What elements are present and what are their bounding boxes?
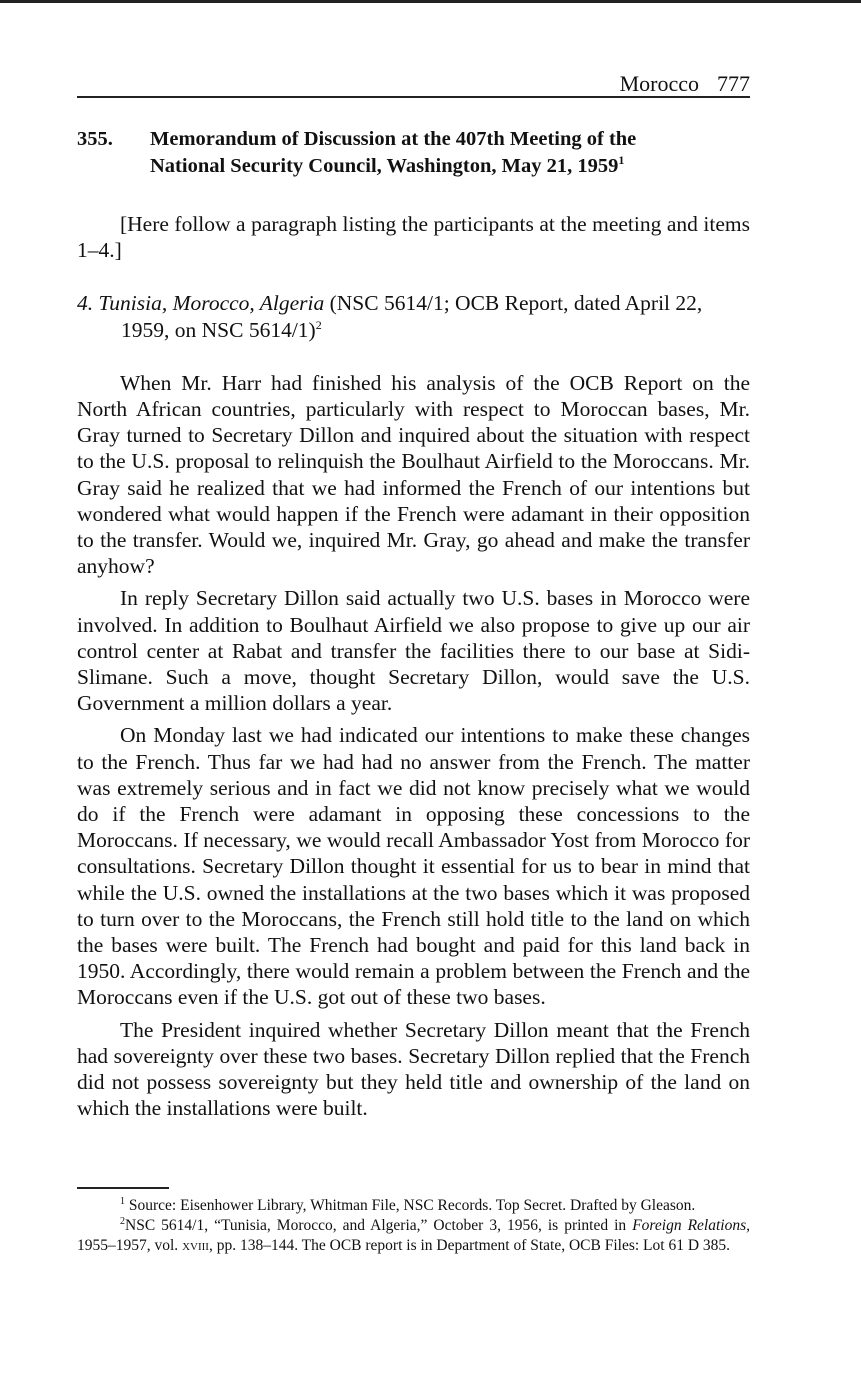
footnote-2-marker: 2 bbox=[120, 1215, 125, 1227]
running-head-section: Morocco bbox=[619, 71, 699, 96]
intro-paragraph: [Here follow a paragraph listing the participants at the meeting and items 1–4.] bbox=[77, 212, 750, 263]
paragraph-1: When Mr. Harr had finished his analysis of the OCB Report on the North African countries, particularly with respect to Moroccan bases, Mr. Gray turned to Secretary Dillon and inquired about the situation with respect to the U.S. proposal to relinquish the Boulhaut Airfield to the Moroccans. Mr. Gray said he realized that we had informed the French of our intentions but wondered what would happen if the French were adamant in their opposition to the transfer. Would we, inquired Mr. Gray, go ahead and make the transfer anyhow? bbox=[77, 370, 750, 579]
document-title-line-1: Memorandum of Discussion at the 407th Meeting of the bbox=[150, 128, 637, 150]
agenda-item-reference: (NSC 5614/1; OCB Report, dated April 22, 1959, on NSC 5614/1) bbox=[121, 291, 703, 342]
paragraph-3: On Monday last we had indicated our intentions to make these changes to the French. Thus far we had had no answer from the French. The matter was extremely serious and in fact we did not know precisely what we would do if the French were adamant in opposing these concessions to the Moroccans. If necessary, we would recall Ambassador Yost from Morocco for consultations. Secretary Dillon thought it essential for us to bear in mind that while the U.S. owned the installations at the two bases which it was proposed to turn over to the Moroccans, the French still hold title to the land on which the bases were built. The French had bought and paid for this land back in 1950. Accordingly, there would remain a problem between the French and the Moroccans even if the U.S. got out of these two bases. bbox=[77, 723, 750, 1010]
footnote-2 bbox=[77, 1216, 750, 1256]
top-edge-rule bbox=[0, 0, 861, 3]
paragraph-2: In reply Secretary Dillon said actually two U.S. bases in Morocco were involved. In addition to Boulhaut Airfield we also propose to give up our air control center at Rabat and transfer the facilities there to our base at Sidi-Slimane. Such a move, thought Secretary Dillon, would save the U.S. Government a million dollars a year. bbox=[77, 586, 750, 716]
agenda-item-label: 4. Tunisia, Morocco, Algeria bbox=[77, 291, 325, 316]
body-text bbox=[77, 211, 750, 1122]
footnote-1-marker: 1 bbox=[120, 1195, 125, 1207]
footnotes bbox=[77, 1196, 750, 1256]
footnote-2-volume: xviii bbox=[182, 1237, 209, 1254]
footnote-2-text-a: NSC 5614/1, “Tunisia, Morocco, and Algeria,” October 3, 1956, is printed in bbox=[125, 1217, 633, 1234]
document-title bbox=[150, 126, 750, 180]
running-head bbox=[77, 70, 750, 98]
footnote-2-italic: Foreign Relations, bbox=[632, 1217, 750, 1234]
footnote-2-text-b: 1955–1957, vol. bbox=[77, 1237, 183, 1254]
footnote-2-text-c: , pp. 138–144. The OCB report is in Department of State, OCB Files: Lot 61 D 385. bbox=[208, 1237, 731, 1254]
footnote-1 bbox=[77, 1196, 750, 1216]
footnote-1-text: Source: Eisenhower Library, Whitman File, NSC Records. Top Secret. Drafted by Gleason. bbox=[125, 1197, 696, 1214]
header-rule bbox=[77, 96, 750, 98]
document-heading bbox=[77, 126, 750, 180]
footnote-rule bbox=[77, 1187, 169, 1189]
document-title-line-2: National Security Council, Washington, May 21, 1959 bbox=[150, 155, 619, 177]
item-footnote-marker: 2 bbox=[315, 317, 322, 332]
agenda-item bbox=[77, 290, 750, 342]
paragraph-4: The President inquired whether Secretary Dillon meant that the French had sovereignty over these two bases. Secretary Dillon replied that the French did not possess sovereignty but they held title and ownership of the land on which the installations were built. bbox=[77, 1017, 750, 1121]
document-number: 355. bbox=[77, 128, 113, 150]
page-number: 777 bbox=[717, 71, 750, 96]
title-footnote-marker: 1 bbox=[618, 153, 625, 168]
